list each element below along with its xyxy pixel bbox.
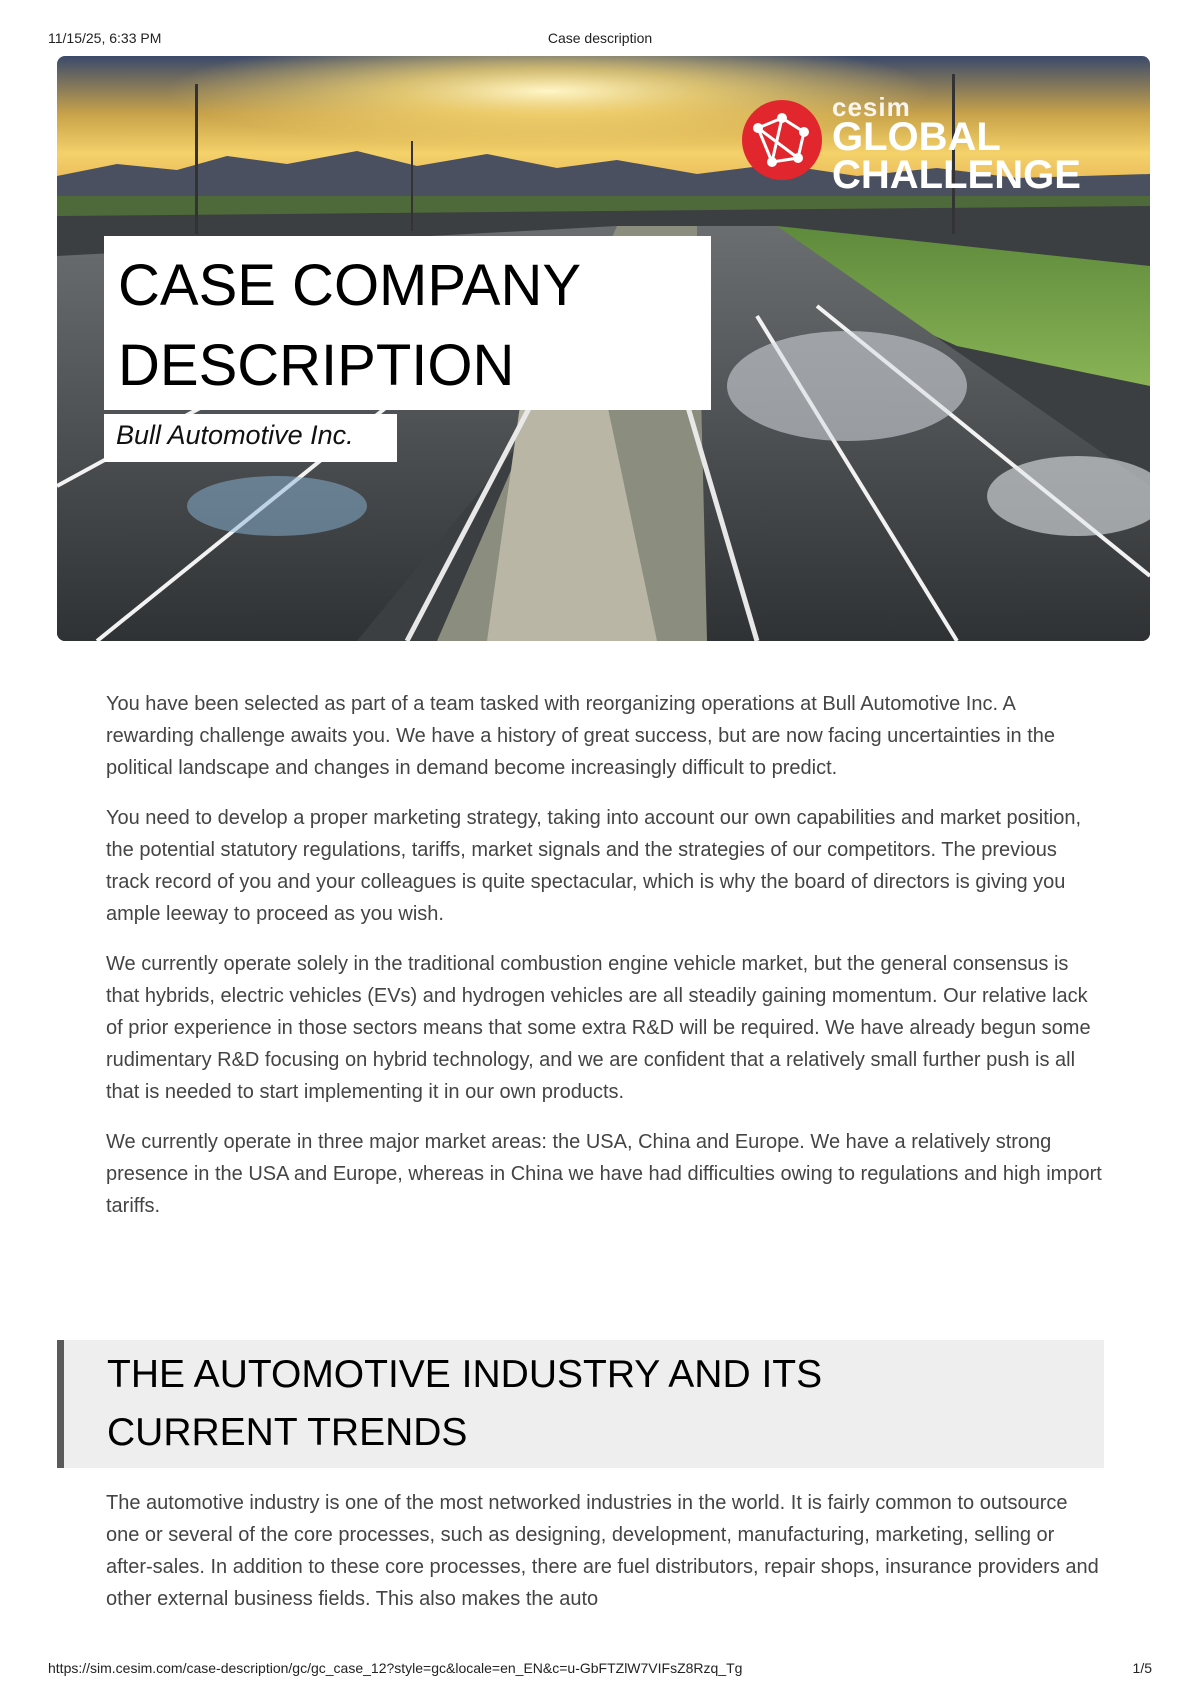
hero-title-box	[104, 236, 711, 410]
print-page-title: Case description	[547, 30, 653, 46]
hero-subtitle-box	[104, 414, 397, 462]
globe-network-icon	[740, 98, 824, 182]
section-content	[106, 1487, 1104, 1615]
print-date: 11/15/25, 6:33 PM	[48, 30, 162, 46]
section-heading-box	[57, 1340, 1104, 1468]
hero-title-line1: CASE COMPANY	[118, 253, 582, 318]
section-heading	[107, 1346, 1104, 1462]
section-heading-line2: CURRENT TRENDS	[107, 1411, 468, 1454]
logo-brand-cesim: cesim	[832, 92, 911, 122]
print-header	[48, 30, 1152, 52]
page-number: 1/5	[1132, 1660, 1152, 1676]
cesim-global-challenge-logo	[740, 92, 1081, 198]
hero-subtitle: Bull Automotive Inc.	[116, 420, 354, 450]
logo-brand-line1: GLOBAL	[832, 115, 1001, 159]
intro-content	[106, 688, 1104, 1240]
intro-paragraph: We currently operate solely in the traditional combustion engine vehicle market, but the general consensus is that hybrids, electric vehicles (EVs) and hydrogen vehicles are all steadily gaining momentum. Our relative lack of prior experience in those sectors means that some extra R&D will be required. We have already begun some rudimentary R&D focusing on hybrid technology, and we are confident that a relatively small further push is all that is needed to start implementing it in our own products.	[106, 953, 1091, 1103]
section-heading-line1: THE AUTOMOTIVE INDUSTRY AND ITS	[107, 1353, 823, 1396]
page-url-link[interactable]: https://sim.cesim.com/case-description/gc/gc_case_12?style=gc&locale=en_EN&c=u-GbFTZlW7VIFsZ8Rzq_Tg	[48, 1660, 743, 1676]
intro-paragraph: We currently operate in three major market areas: the USA, China and Europe. We have a relatively strong presence in the USA and Europe, whereas in China we have had difficulties owing to regulations and high import tariffs.	[106, 1131, 1102, 1217]
intro-paragraph: You need to develop a proper marketing strategy, taking into account our own capabilities and market position, the potential statutory regulations, tariffs, market signals and the strategies of our competitors. The previous track record of you and your colleagues is quite spectacular, which is why the board of directors is giving you ample leeway to proceed as you wish.	[106, 807, 1082, 925]
hero-title-line2: DESCRIPTION	[118, 333, 515, 398]
hero-banner	[57, 56, 1150, 641]
intro-paragraph: You have been selected as part of a team tasked with reorganizing operations at Bull Automotive Inc. A rewarding challenge awaits you. We have a history of great success, but are now facing uncertainties in the political landscape and changes in demand become increasingly difficult to predict.	[106, 693, 1056, 779]
logo-brand-name	[832, 115, 1081, 197]
logo-brand-line2: CHALLENGE	[832, 153, 1081, 197]
section-paragraph: The automotive industry is one of the most networked industries in the world. It is fairly common to outsource one or several of the core processes, such as designing, development, manufacturing, marketing, selling or after-sales. In addition to these core processes, there are fuel distributors, repair shops, insurance providers and other external business fields. This also makes the auto	[106, 1492, 1099, 1610]
print-footer	[48, 1660, 1152, 1682]
